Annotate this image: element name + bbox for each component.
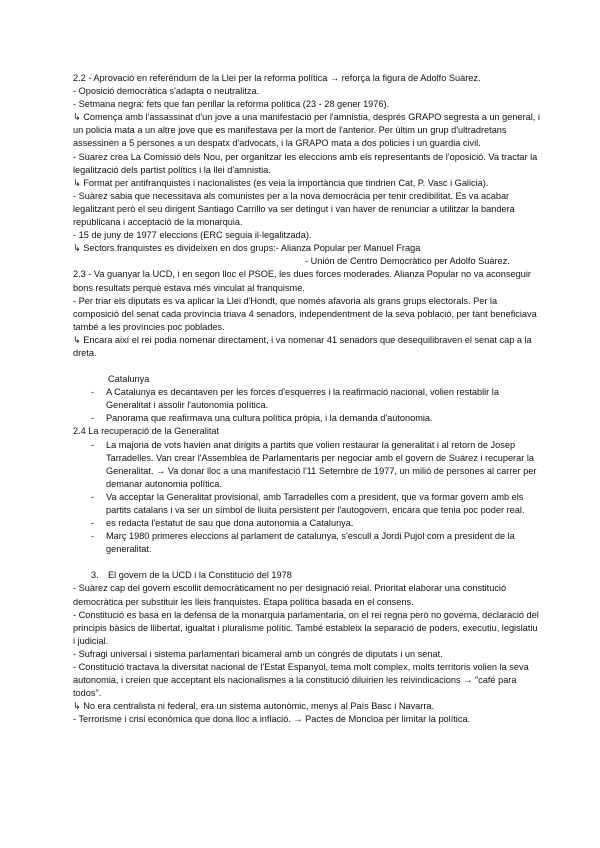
- paragraph: - Suàrez sabia que necessitava als comunistes per a la nova democràcia per tenir credibilitat. Es va acabar legalitzant però el seu dirigent Santiago Carrillo va ser detingut i van haver de renunciar a utilitzar la bandera republicana i acceptació de la monarquia.: [73, 190, 515, 228]
- paragraph: ↳ Encara així el rei podia nomenar directament, i va nomenar 41 senadors que desequilibraven el senat cap a la dreta.: [73, 334, 532, 358]
- paragraph: - Setmana negra: fets que fan perillar la reforma política (23 - 28 gener 1976).: [73, 99, 390, 110]
- section-2-2-title: 2.2 - Aprovació en referèndum de la Llei per la reforma política → reforça la figura de Adolfo Suàrez.: [73, 73, 481, 83]
- bullet-dash: -: [91, 387, 95, 398]
- bullet-dash: -: [91, 413, 95, 424]
- bullet-dash: -: [91, 439, 95, 450]
- paragraph: ↳ Comença amb l'assassinat d'un jove a una manifestació per l'amnistia, després GRAPO segresta a un general, i un policia mata a un altre jove que es manifestava per la mort de l'anterior. Per últim un grup d'ultradretans assessinen a 5 persones a un despatx d'advocats, i la GRAPO mata a dos policies i un guardia civil.: [73, 112, 540, 149]
- paragraph: - Constitució tractava la diversitat nacional de l'Estat Espanyol, tema molt complex, molts territoris volien la seva autonomia, i creien que acceptant els nacionalismes a la constitució diluirien les reivindicacions → "café para todos".: [73, 662, 529, 699]
- paragraph: - 15 de juny de 1977 eleccions (ERC seguia il·legalitzada).: [73, 230, 312, 241]
- paragraph: - Sufragi universal i sistema parlamentari bicameral amb un congrés de diputats i un senat.: [73, 648, 443, 659]
- list-item-text: Panorama que reafirmava una cultura política pròpia, i la demanda d'autonomia.: [106, 413, 433, 424]
- list-item-text: La majoria de vots havien anat dirigits a partits que volien restaurar la generalitat i al retorn de Josep Tarradelles. Van crear l'Assemblea de Parlamentaris per negociar amb el govern de Suárez i recuperar la Generalitat. → Va donar lloc a una manifestació l'11 Setembre de 1977, un milió de persones al carrer per demanar autonomia política.: [106, 439, 537, 489]
- section-number: 3.: [91, 570, 99, 581]
- paragraph: - Suarez crea La Comissió dels Nou, per organitzar les eleccions amb els representants de l'oposició. Va tractar la legalització dels partist polítics i la llei d'amnistia.: [73, 151, 538, 175]
- paragraph: - Terrorisme i crisi econòmica que dona lloc a inflació. → Pactes de Moncloa per limitar la política.: [73, 714, 471, 725]
- list-item-text: Va acceptar la Generalitat provisional, amb Tarradelles com a president, que va formar govern amb els partits catalans i va ser un símbol de lluita persistent per l'autogovern, encara que tenia poc poder real.: [106, 491, 525, 515]
- paragraph: ↳ No era centralista ni federal, era un sistema autonòmic, menys al País Basc i Navarra.: [73, 701, 435, 712]
- paragraph: - Oposició democràtica s'adapta o neutralitza.: [73, 86, 260, 97]
- list-item-text: es redacta l'estatut de sau que dona autonomia a Catalunya.: [106, 518, 354, 529]
- list-item-text: Març 1980 primeres eleccions al parlament de catalunya, s'escull a Jordi Pujol com a president de la generalitat.: [106, 531, 515, 555]
- section-2-3-title: 2.3 - Va guanyar la UCD, i en segon lloc el PSOE, les dues forces moderades. Alianza Popular no va aconseguir bons resultats perquè estava més vinculat al franquisme.: [73, 269, 531, 293]
- list-item: [73, 530, 540, 556]
- list-item: [73, 491, 540, 517]
- list-item: [73, 386, 540, 412]
- list-item: [73, 517, 540, 530]
- paragraph: ↳ Sectors franquistes es divideixen en dos grups:- Alianza Popular per Manuel Fraga: [73, 243, 421, 254]
- bullet-dash: -: [91, 518, 95, 529]
- catalunya-heading: Catalunya: [108, 374, 150, 385]
- paragraph: - Constitució es basa en la defensa de la monarquia parlamentaria, on el rei regna però no governa, declaració del principis bàsics de llibertat, igualtat i pluralisme polític. També estableix la separació de poders, executiu, legislatiu i judicial.: [73, 609, 539, 646]
- paragraph: ↳ Format per antifranquistes i nacionalistes (es veia la importància que tindrien Cat, P. Vasc i Galicia).: [73, 177, 489, 188]
- paragraph: - Suàrez cap del govern escollit democràticament no per designació reial. Prioritat elaborar una constitució democràtica per substituir les lleis franquistes. Etapa política basada en el consens.: [73, 583, 507, 607]
- bullet-dash: -: [91, 531, 95, 542]
- list-item: [73, 412, 540, 425]
- section-2-4-title: 2.4 La recuperació de la Generalitat: [73, 426, 220, 437]
- section-3-heading: [73, 569, 540, 582]
- paragraph: - Unión de Centro Democràtico per Adolfo Suàrez.: [305, 256, 510, 267]
- bullet-dash: -: [91, 491, 95, 502]
- list-item-text: A Catalunya es decantaven per les forces d'esquerres i la reafirmació nacional, volien restablir la Generalitat i assolir l'autonomia política.: [106, 387, 499, 411]
- section-3-title: El govern de la UCD i la Constitució del 1978: [108, 570, 292, 581]
- paragraph: - Per triar els diputats es va aplicar la Llei d'Hondt, que només afavoria als grans grups electorals. Per la composició del senat cada província triava 4 senadors, independentment de la seva població, per tant beneficiava també a les províncies poc poblades.: [73, 295, 537, 332]
- list-item: [73, 439, 540, 491]
